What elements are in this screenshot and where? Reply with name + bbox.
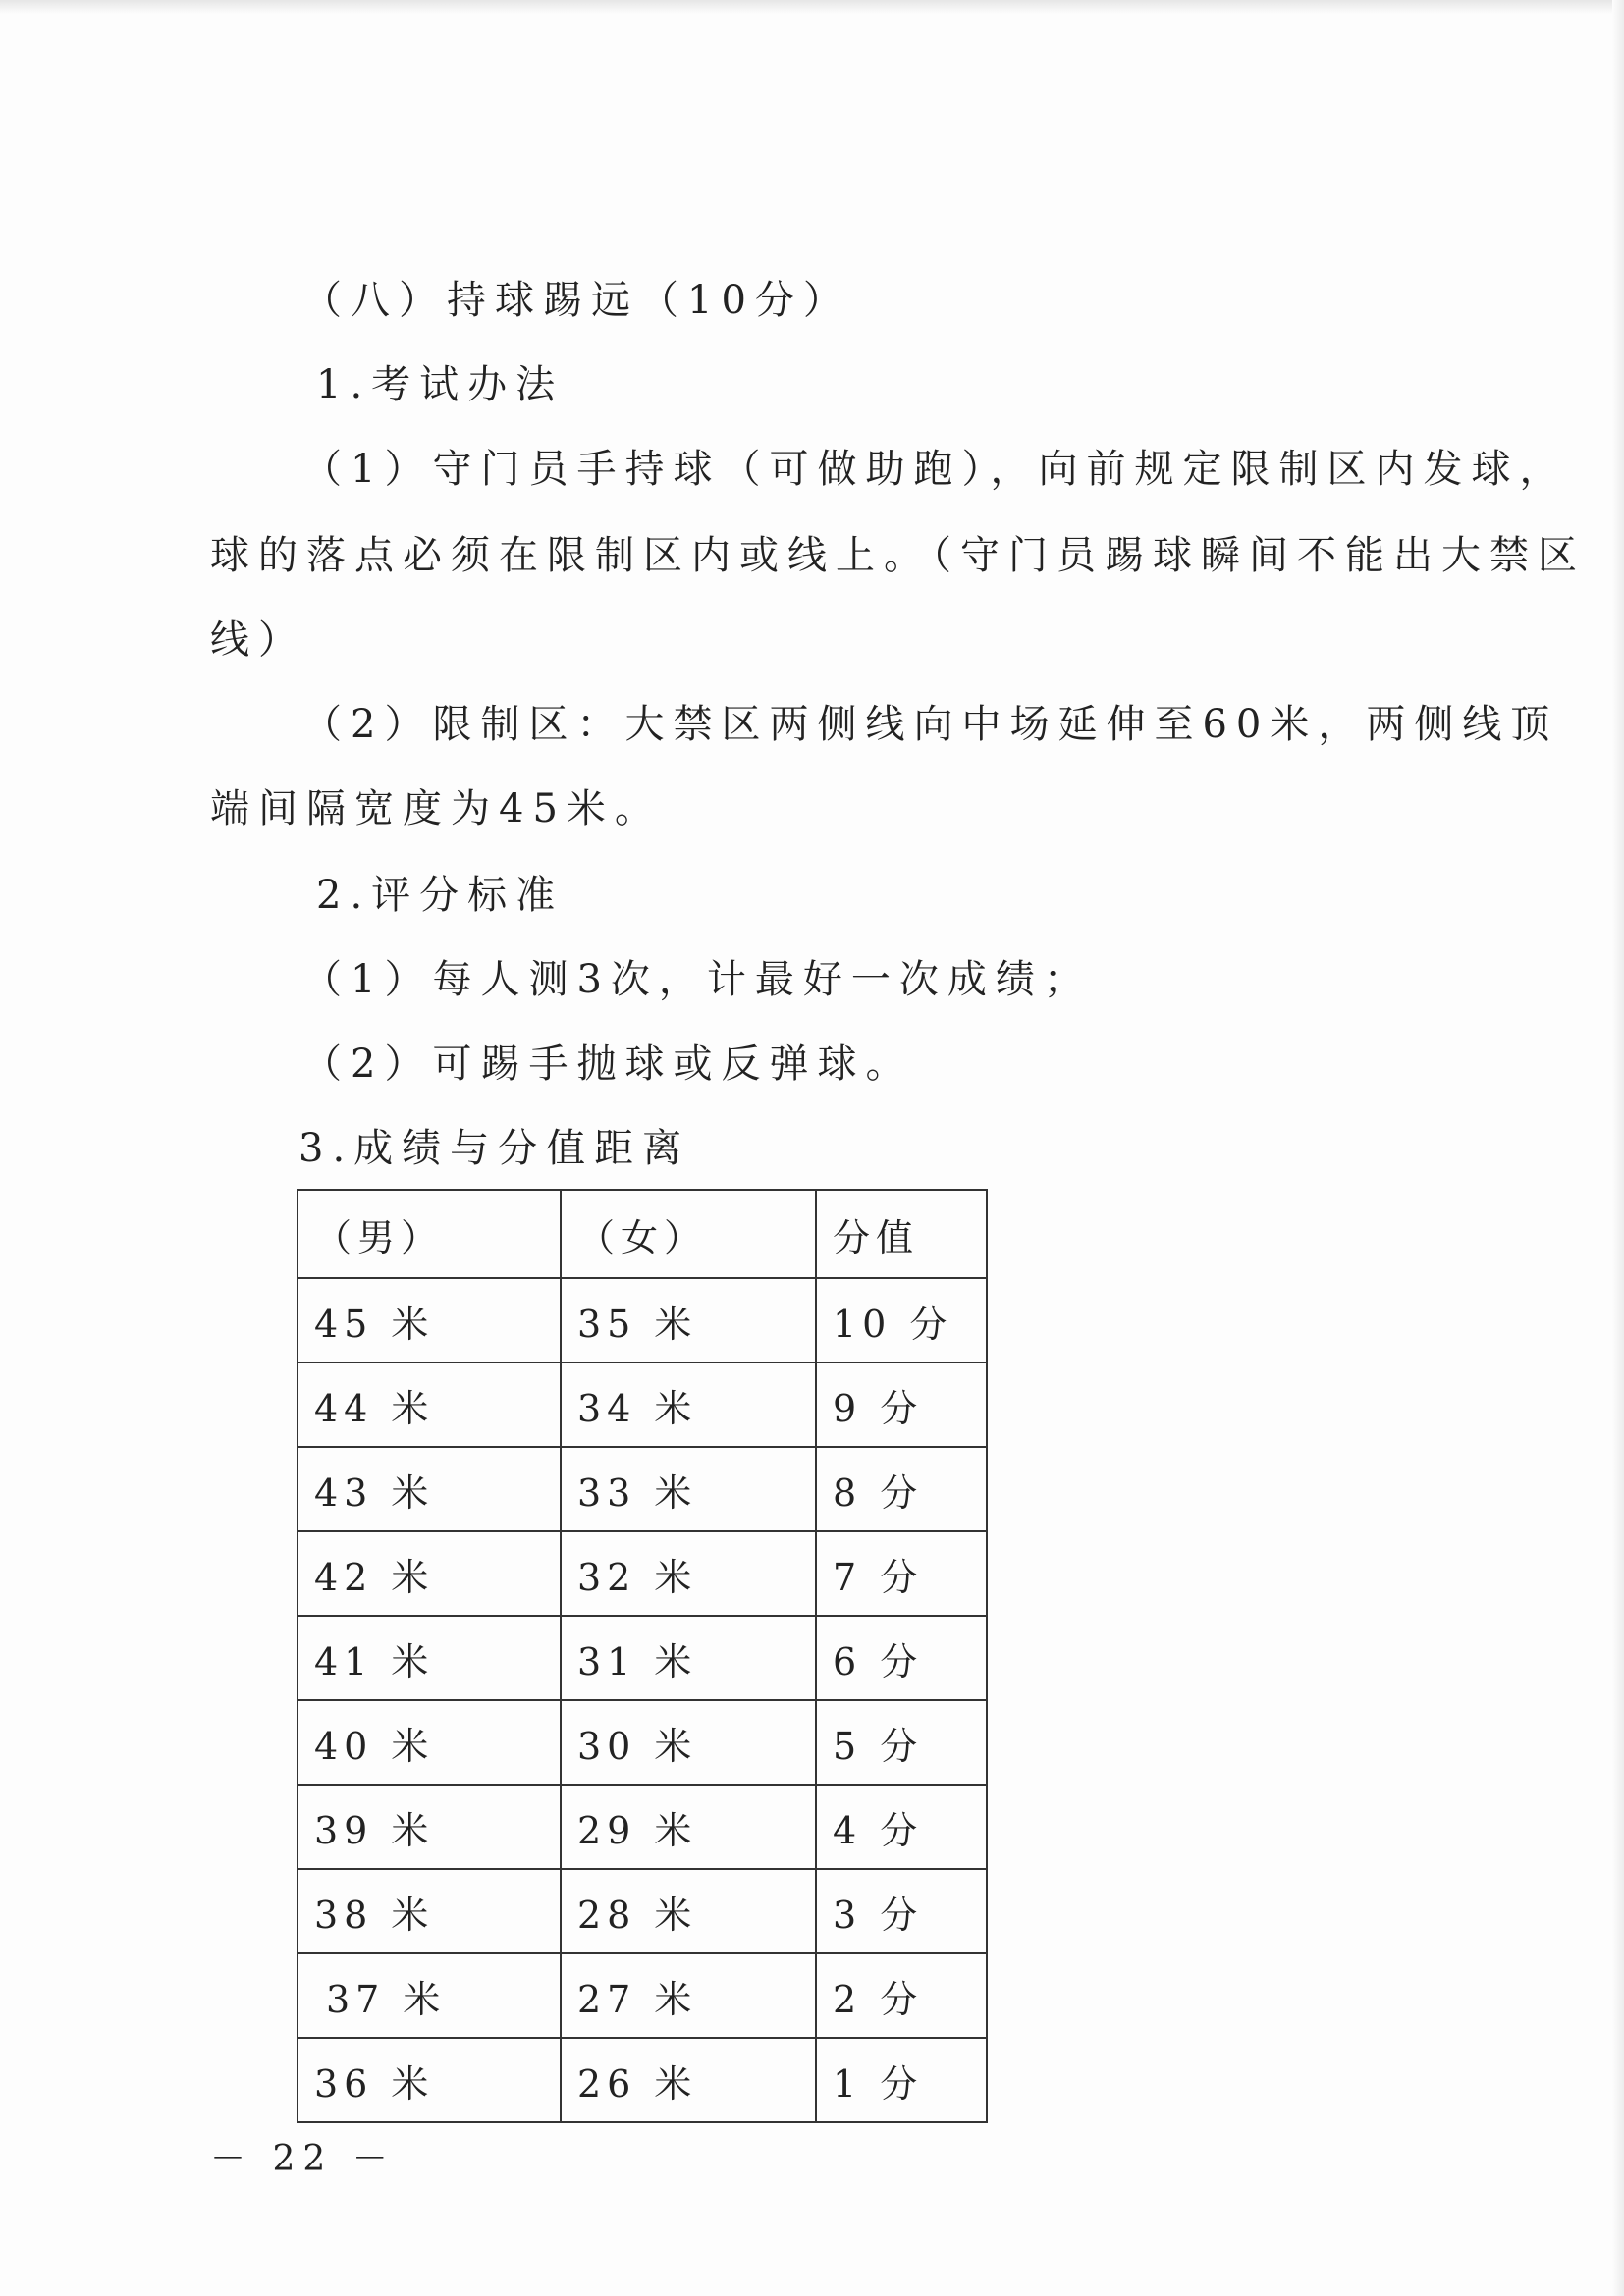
header-male: （男）: [298, 1190, 561, 1278]
female-distance: 33 米: [561, 1447, 816, 1531]
table-row: [298, 1362, 987, 1447]
item3-heading: 3.成绩与分值距离: [298, 1126, 691, 1171]
male-distance: 37 米: [298, 1953, 561, 2038]
rule1-line3: 线）: [210, 617, 306, 663]
score-value: 10 分: [816, 1278, 987, 1362]
female-distance: 28 米: [561, 1869, 816, 1953]
female-distance: 27 米: [561, 1953, 816, 2038]
scan-edge-right: [1612, 0, 1624, 2296]
score-value: 3 分: [816, 1869, 987, 1953]
score-table: [297, 1189, 988, 2123]
male-distance: 40 米: [298, 1700, 561, 1785]
table-header-row: [298, 1190, 987, 1278]
rule1-line2: 球的落点必须在限制区内或线上。（守门员踢球瞬间不能出大禁区: [210, 533, 1586, 578]
score-value: 7 分: [816, 1531, 987, 1616]
header-female: （女）: [561, 1190, 816, 1278]
female-distance: 35 米: [561, 1278, 816, 1362]
header-score: 分值: [816, 1190, 987, 1278]
table-row: [298, 1447, 987, 1531]
table-row: [298, 1869, 987, 1953]
table-row: [298, 2038, 987, 2122]
rule1-line1: （1）守门员手持球（可做助跑），向前规定限制区内发球，: [302, 447, 1568, 492]
female-distance: 26 米: [561, 2038, 816, 2122]
score-value: 9 分: [816, 1362, 987, 1447]
table-row: [298, 1531, 987, 1616]
male-distance: 36 米: [298, 2038, 561, 2122]
male-distance: 38 米: [298, 1869, 561, 1953]
standard2: （2）可踢手抛球或反弹球。: [302, 1041, 914, 1087]
page-number: － 22 －: [210, 2139, 396, 2179]
table-row: [298, 1700, 987, 1785]
male-distance: 39 米: [298, 1785, 561, 1869]
score-value: 2 分: [816, 1953, 987, 2038]
male-distance: 44 米: [298, 1362, 561, 1447]
scan-edge-top: [0, 0, 1624, 14]
table-row: [298, 1278, 987, 1362]
male-distance: 45 米: [298, 1278, 561, 1362]
score-value: 1 分: [816, 2038, 987, 2122]
standard1: （1）每人测3次，计最好一次成绩；: [302, 957, 1092, 1002]
table-row: [298, 1785, 987, 1869]
score-value: 8 分: [816, 1447, 987, 1531]
male-distance: 43 米: [298, 1447, 561, 1531]
table-row: [298, 1953, 987, 2038]
female-distance: 31 米: [561, 1616, 816, 1700]
score-value: 5 分: [816, 1700, 987, 1785]
male-distance: 42 米: [298, 1531, 561, 1616]
score-value: 6 分: [816, 1616, 987, 1700]
table-row: [298, 1616, 987, 1700]
item1-heading: 1.考试办法: [316, 362, 565, 407]
male-distance: 41 米: [298, 1616, 561, 1700]
rule2-line1: （2）限制区：大禁区两侧线向中场延伸至60米，两侧线顶: [302, 702, 1559, 747]
female-distance: 30 米: [561, 1700, 816, 1785]
female-distance: 29 米: [561, 1785, 816, 1869]
item2-heading: 2.评分标准: [316, 873, 565, 918]
section-title: （八）持球踢远（10分）: [302, 278, 851, 323]
score-value: 4 分: [816, 1785, 987, 1869]
female-distance: 34 米: [561, 1362, 816, 1447]
female-distance: 32 米: [561, 1531, 816, 1616]
rule2-line2: 端间隔宽度为45米。: [210, 786, 663, 831]
